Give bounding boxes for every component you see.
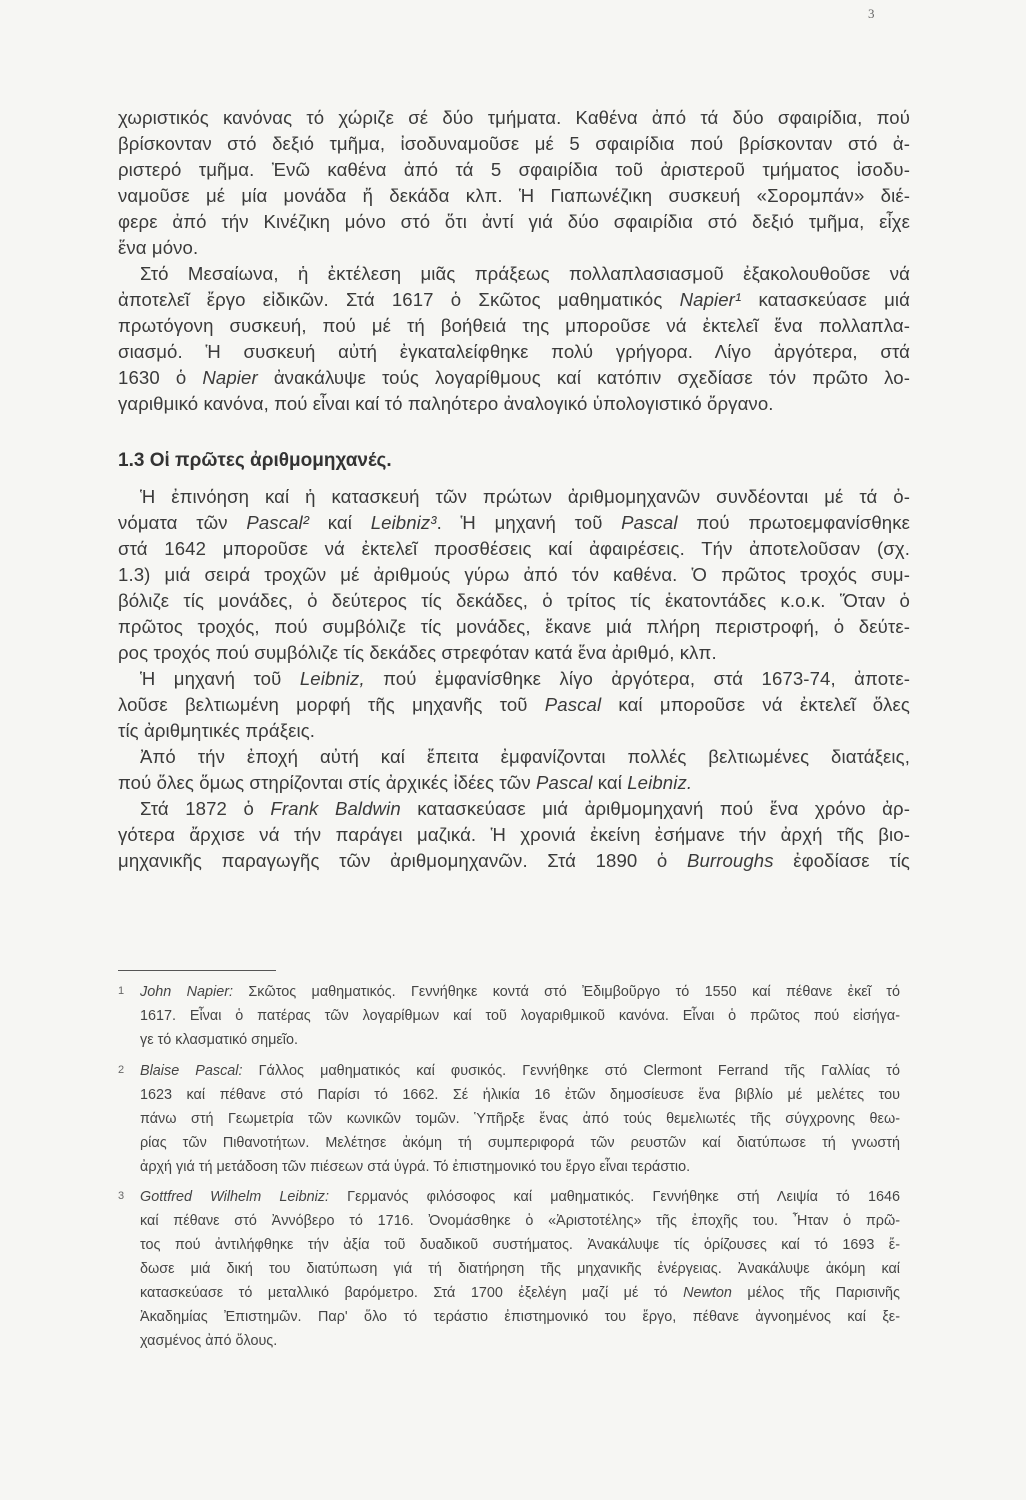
text-run: ναμοῦσε μέ μία μονάδα ἤ δεκάδα κλπ. Ἡ Γιαπωνέζικη συσκευή «Σορομπάν» διέ- (118, 185, 910, 206)
text-line (118, 562, 910, 588)
text-run: ἐφοδίασε τίς (773, 850, 910, 871)
italic-name: Pascal (536, 772, 593, 793)
italic-name: Leibniz, (299, 668, 365, 689)
text-line (118, 744, 910, 770)
text-line (140, 1257, 900, 1281)
text-run: ἀποτελεῖ ἔργο εἰδικῶν. Στά 1617 ὁ Σκῶτος μαθηματικός (118, 289, 680, 310)
text-run: Γάλλος μαθηματικός καί φυσικός. Γεννήθηκε στό Clermont Ferrand τῆς Γαλλίας τό (242, 1063, 900, 1079)
italic-name: Pascal² (246, 512, 310, 533)
italic-name: Frank Baldwin (270, 798, 401, 819)
text-line (118, 105, 910, 131)
text-line (118, 510, 910, 536)
italic-name: John Napier: (140, 984, 233, 1000)
text-line (118, 365, 910, 391)
footnote-3 (118, 1185, 900, 1353)
text-line (140, 1329, 900, 1353)
text-run: μηχανικῆς παραγωγῆς τῶν ἀριθμομηχανῶν. Στά 1890 ὁ (118, 850, 687, 871)
text-run: πού ἐμφανίσθηκε λίγο ἀργότερα, στά 1673-74, ἀποτε- (364, 668, 910, 689)
italic-name: Pascal (621, 512, 678, 533)
text-run: ἀρχή γιά τή μετάδοση τῶν πιέσεων στά ὑγρά. Τό ἐπιστημονικό του ἔργο εἶναι τεράστιο. (140, 1159, 691, 1175)
text-run: ἕνα μόνο. (118, 237, 199, 258)
text-line (118, 796, 910, 822)
text-run: βρίσκονταν στό δεξιό τμῆμα, ἰσοδυναμοῦσε μέ 5 σφαιρίδια πού βρίσκονταν στό ἀ- (118, 133, 910, 154)
text-line (118, 235, 910, 261)
text-line (118, 209, 910, 235)
italic-name: Burroughs (686, 850, 774, 871)
text-run: σιασμό. Ἡ συσκευή αὐτή ἐγκαταλείφθηκε πολύ γρήγορα. Λίγο ἀργότερα, στά (118, 341, 910, 362)
italic-name: Leibniz. (627, 772, 693, 793)
text-run: 1.3) μιά σειρά τροχῶν μέ ἀριθμούς γύρω ἀπό τόν καθένα. Ὁ πρῶτος τροχός συμ- (118, 564, 910, 585)
text-run: καί πέθανε στό Ἀννόβερο τό 1716. Ὀνομάσθηκε ὁ «Ἀριστοτέλης» τῆς ἐποχῆς του. Ἦταν ὁ πρῶ- (140, 1213, 900, 1229)
text-line (140, 980, 900, 1004)
text-line (118, 157, 910, 183)
text-run: ἀνακάλυψε τούς λογαρίθμους καί κατόπιν σχεδίασε τόν πρῶτο λο- (257, 367, 910, 388)
text-line (118, 692, 910, 718)
text-run: Στά 1872 ὁ (140, 798, 271, 819)
text-line (118, 718, 910, 744)
text-run: χωριστικός κανόνας τό χώριζε σέ δύο τμήματα. Καθένα ἀπό τά δύο σφαιρίδια, πού (118, 107, 910, 128)
text-line (140, 1155, 900, 1179)
text-run: πάνω στή Γεωμετρία τῶν κωνικῶν τομῶν. Ὑπῆρξε ἕνας ἀπό τούς θεμελιωτές τῆς σύγχρονης θεω- (140, 1111, 900, 1127)
body-text-top (118, 105, 910, 417)
italic-name: Napier (202, 367, 258, 388)
section-heading: 1.3 Οἱ πρῶτες ἀριθμομηχανές. (118, 450, 392, 471)
text-run: . Ἡ μηχανή τοῦ (436, 512, 622, 533)
text-run: πού ὅλες ὅμως στηρίζονται στίς ἀρχικές ἰδέες τῶν (118, 772, 537, 793)
footnote-2 (118, 1059, 900, 1179)
text-run: 1617. Εἶναι ὁ πατέρας τῶν λογαρίθμων καί τοῦ λογαριθμικοῦ κανόνα. Εἶναι ὁ πρῶτος πού εἰσήγα- (140, 1008, 900, 1024)
text-run: λοῦσε βελτιωμένη μορφή τῆς μηχανῆς τοῦ (118, 694, 545, 715)
text-run: ρίας τῶν Πιθανοτήτων. Μελέτησε ἀκόμη τή συμπεριφορά τῶν ρευστῶν καί διατύπωσε τή γνωστή (140, 1135, 900, 1151)
text-run: καί μποροῦσε νά ἐκτελεῖ ὅλες (601, 694, 910, 715)
text-line (118, 339, 910, 365)
text-line (118, 536, 910, 562)
text-line (140, 1131, 900, 1155)
text-run: νόματα τῶν (118, 512, 247, 533)
text-line (140, 1209, 900, 1233)
text-run: δωσε μιά δική του διατύπωση γιά τή διατήρηση τῆς μηχανικῆς ἐνέργειας. Ἀνακάλυψε ἀκόμη καί (140, 1261, 900, 1277)
text-run: γε τό κλασματικό σημεῖο. (140, 1032, 298, 1048)
text-line (118, 131, 910, 157)
text-run: βόλιζε τίς μονάδες, ὁ δεύτερος τίς δεκάδες, ὁ τρίτος τίς ἑκατοντάδες κ.ο.κ. Ὅταν ὁ (118, 590, 910, 611)
text-line (140, 1281, 900, 1305)
italic-name: Pascal (544, 694, 602, 715)
text-run: κατασκεύασε μιά (741, 289, 910, 310)
text-run: κατασκεύασε μιά ἀριθμομηχανή πού ἕνα χρόνο ἀρ- (400, 798, 910, 819)
text-run: πού πρωτοεμφανίσθηκε (677, 512, 910, 533)
text-line (118, 287, 910, 313)
text-run: κατασκεύασε τό μεταλλικό βαρόμετρο. Στά 1700 ἐξελέγη μαζί μέ τό (140, 1285, 684, 1301)
text-run: στά 1642 μποροῦσε νά ἐκτελεῖ προσθέσεις καί ἀφαιρέσεις. Τήν ἀποτελοῦσαν (σχ. (118, 538, 910, 559)
text-run: πρωτόγονη συσκευή, πού μέ τή βοήθειά της μποροῦσε νά ἐκτελεῖ ἕνα πολλαπλα- (118, 315, 910, 336)
text-run: Ἡ ἐπινόηση καί ἡ κατασκευή τῶν πρώτων ἀριθμομηχανῶν συνδέονται μέ τά ὀ- (140, 486, 910, 507)
text-line (140, 1107, 900, 1131)
text-run: τος πού ἀντιλήφθηκε τήν ἀξία τοῦ δυαδικοῦ συστήματος. Ἀνακάλυψε τίς ὁρίζουσες καί τό 1693 ἔ- (140, 1237, 900, 1253)
text-run: καί (309, 512, 371, 533)
text-run: ριστερό τμῆμα. Ἐνῶ καθένα ἀπό τά 5 σφαιρίδια τοῦ ἀριστεροῦ τμήματος ἰσοδυ- (118, 159, 910, 180)
text-line (118, 313, 910, 339)
text-line (118, 183, 910, 209)
text-line (140, 1083, 900, 1107)
footnote-number: 3 (118, 1190, 125, 1202)
text-line (140, 1185, 900, 1209)
text-run: φερε ἀπό τήν Κινέζικη μόνο στό ὅτι ἀντί γιά δύο σφαιρίδια στό δεξιό τμῆμα, εἶχε (118, 211, 910, 232)
italic-name: Newton (683, 1285, 732, 1301)
text-line (118, 848, 910, 874)
text-line (140, 1028, 900, 1052)
text-run: Γερμανός φιλόσοφος καί μαθηματικός. Γεννήθηκε στή Λειψία τό 1646 (329, 1189, 900, 1205)
text-line (118, 666, 910, 692)
text-run: Σκῶτος μαθηματικός. Γεννήθηκε κοντά στό Ἐδιμβοῦργο τό 1550 καί πέθανε ἐκεῖ τό (233, 984, 900, 1000)
text-line (118, 614, 910, 640)
text-line (118, 822, 910, 848)
text-run: Στό Μεσαίωνα, ἡ ἐκτέλεση μιᾶς πράξεως πολλαπλασιασμοῦ ἐξακολουθοῦσε νά (140, 263, 910, 284)
text-run: ρος τροχός πού συμβόλιζε τίς δεκάδες στρεφόταν κατά ἕνα ἀριθμό, κλπ. (118, 642, 717, 663)
footnote-1 (118, 980, 900, 1052)
text-run: γαριθμικό κανόνα, πού εἶναι καί τό παληότερο ἀναλογικό ὑπολογιστικό ὄργανο. (118, 393, 774, 414)
text-line (140, 1305, 900, 1329)
text-run: Ἡ μηχανή τοῦ (140, 668, 300, 689)
text-run: Ἀκαδημίας Ἐπιστημῶν. Παρ' ὅλο τό τεράστιο ἐπιστημονικό του ἔργο, πέθανε ἀγνοημένος καί ξε- (140, 1309, 900, 1325)
text-line (118, 640, 910, 666)
text-run: χασμένος ἀπό ὅλους. (140, 1333, 278, 1349)
italic-name: Leibniz³ (370, 512, 437, 533)
text-run: 1623 καί πέθανε στό Παρίσι τό 1662. Σέ ἡλικία 16 ἐτῶν δημοσίευσε ἕνα βιβλίο μέ μελέτες του (140, 1087, 900, 1103)
text-run: 1630 ὁ (118, 367, 203, 388)
text-line (118, 484, 910, 510)
text-run: Ἀπό τήν ἐποχή αὐτή καί ἔπειτα ἐμφανίζονται πολλές βελτιωμένες διατάξεις, (140, 746, 910, 767)
italic-name: Napier¹ (679, 289, 742, 310)
text-run: γότερα ἄρχισε νά τήν παράγει μαζικά. Ἡ χρονιά ἐκείνη ἐσήμανε τήν ἀρχή τῆς βιο- (118, 824, 910, 845)
text-line (118, 588, 910, 614)
footnote-number: 1 (118, 985, 125, 997)
text-line (140, 1059, 900, 1083)
italic-name: Gottfred Wilhelm Leibniz: (140, 1189, 329, 1205)
body-text-bottom (118, 484, 910, 874)
text-line (118, 770, 910, 796)
text-run: καί (592, 772, 628, 793)
text-run: τίς ἀριθμητικές πράξεις. (118, 720, 316, 741)
text-line (140, 1233, 900, 1257)
text-line (140, 1004, 900, 1028)
footnote-number: 2 (118, 1064, 125, 1076)
page-number: 3 (868, 6, 875, 21)
text-run: πρῶτος τροχός, πού συμβόλιζε τίς μονάδες, ἔκανε μιά πλήρη περιστροφή, ὁ δεύτε- (118, 616, 910, 637)
italic-name: Blaise Pascal: (140, 1063, 243, 1079)
text-line (118, 261, 910, 287)
footnote-divider (118, 970, 276, 971)
text-run: μέλος τῆς Παρισινῆς (731, 1285, 900, 1301)
text-line (118, 391, 910, 417)
